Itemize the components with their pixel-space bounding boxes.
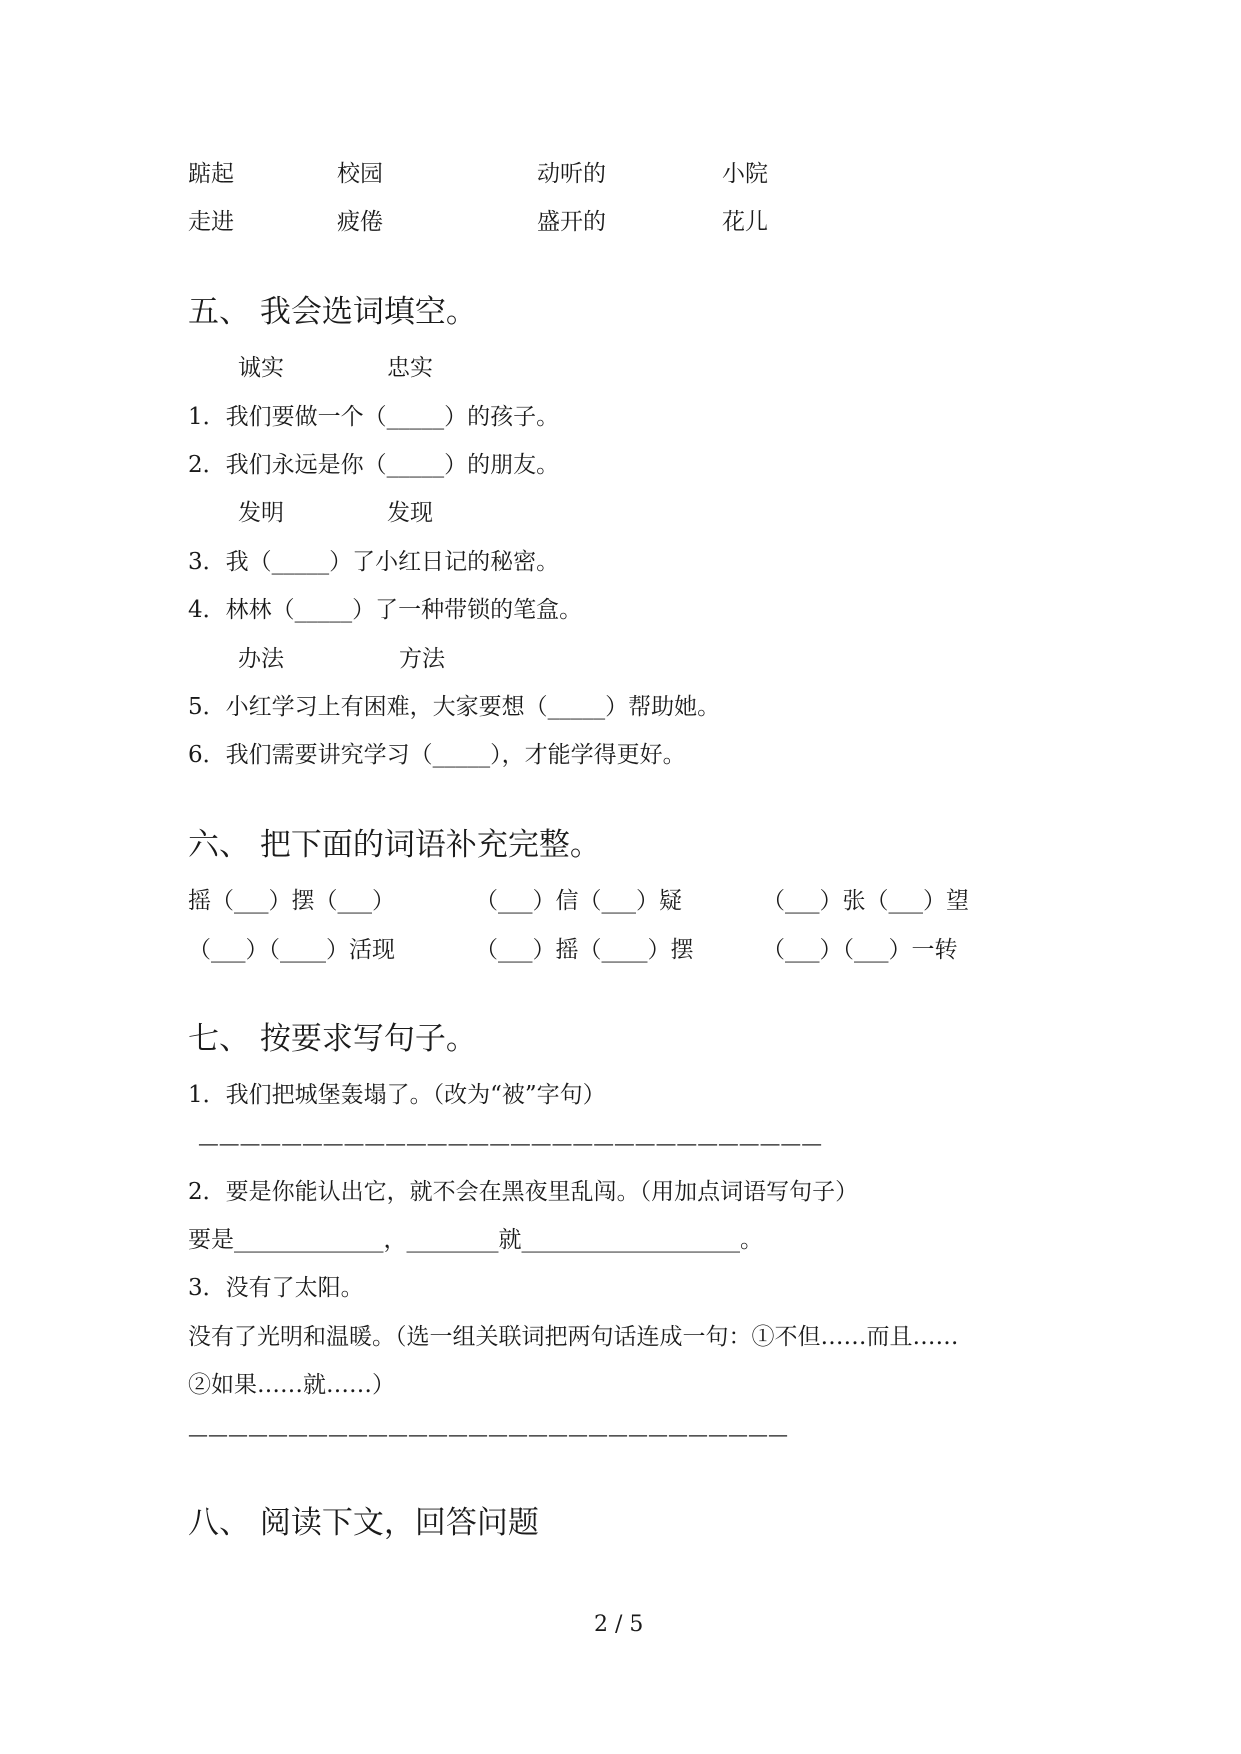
match-word-1-4: 小院 [722, 161, 768, 187]
option-word: 忠实 [387, 355, 433, 381]
answer-line: —————————————————————————————— [198, 1131, 822, 1155]
match-word-1-1: 踮起 [188, 161, 234, 187]
question-5-5: 5．小红学习上有困难，大家要想（_____）帮助她。 [188, 694, 721, 720]
question-7-2: 2．要是你能认出它，就不会在黑夜里乱闯。（用加点词语写句子） [188, 1179, 859, 1205]
question-5-4: 4．林林（_____）了一种带锁的笔盒。 [188, 597, 583, 623]
page-number: 2 / 5 [594, 1612, 644, 1637]
question-5-1: 1．我们要做一个（_____）的孩子。 [188, 404, 560, 430]
idiom-blank: （___）（____）活现 [188, 937, 395, 963]
option-word: 发明 [238, 500, 284, 526]
idiom-blank: 摇（___）摆（___） [188, 888, 395, 914]
idiom-blank: （___）张（___）望 [762, 888, 969, 914]
match-word-2-3: 盛开的 [537, 209, 606, 235]
match-word-2-4: 花儿 [722, 209, 768, 235]
option-word: 方法 [399, 646, 445, 672]
section-7-title: 七、 按要求写句子。 [188, 1021, 477, 1057]
question-5-6: 6．我们需要讲究学习（_____），才能学得更好。 [188, 742, 686, 768]
option-word: 办法 [238, 646, 284, 672]
question-7-1: 1．我们把城堡轰塌了。（改为“被”字句） [188, 1082, 606, 1108]
question-5-3: 3．我（_____）了小红日记的秘密。 [188, 549, 560, 575]
question-7-3-line-2: 没有了光明和温暖。（选一组关联词把两句话连成一句：①不但……而且…… [188, 1324, 959, 1350]
match-word-2-2: 疲倦 [337, 209, 383, 235]
option-word: 诚实 [238, 355, 284, 381]
match-word-1-3: 动听的 [537, 161, 606, 187]
question-7-3-line-3: ②如果……就……） [188, 1372, 395, 1398]
section-6-title: 六、 把下面的词语补充完整。 [188, 827, 601, 863]
idiom-blank: （___）（___）一转 [762, 937, 958, 963]
answer-template-7-2: 要是_____________，________就___________________。 [188, 1227, 763, 1253]
question-7-3-line-1: 3．没有了太阳。 [188, 1275, 364, 1301]
match-word-2-1: 走进 [188, 209, 234, 235]
idiom-blank: （___）信（___）疑 [475, 888, 682, 914]
section-8-title: 八、 阅读下文，回答问题 [188, 1505, 539, 1541]
match-word-1-2: 校园 [337, 161, 383, 187]
idiom-blank: （___）摇（____）摆 [475, 937, 694, 963]
answer-line: —————————————————————————————— [188, 1422, 788, 1446]
section-5-title: 五、 我会选词填空。 [188, 294, 477, 330]
question-5-2: 2．我们永远是你（_____）的朋友。 [188, 452, 560, 478]
option-word: 发现 [387, 500, 433, 526]
